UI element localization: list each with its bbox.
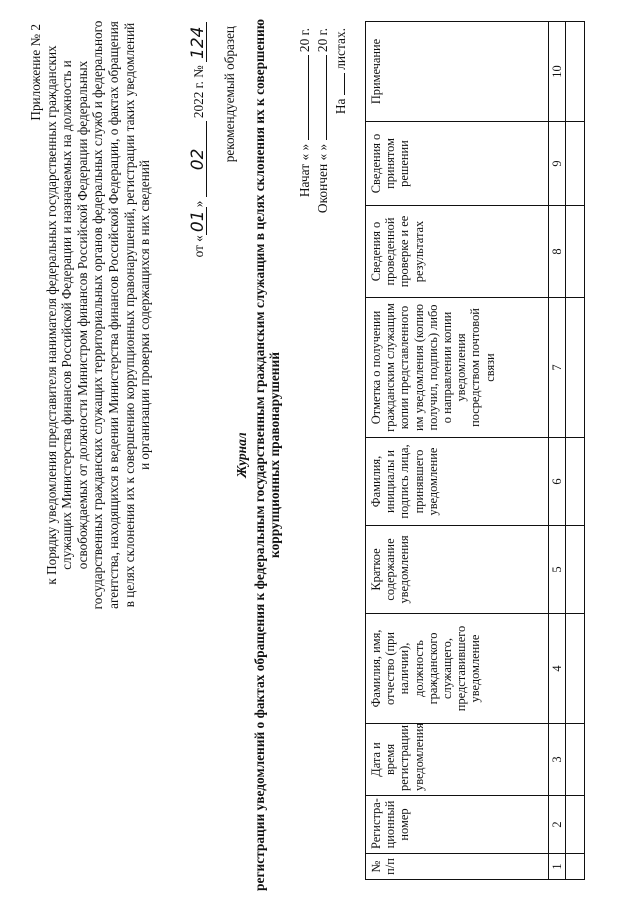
- column-number-cell: 9: [549, 122, 566, 206]
- started-line: Начат « » 20 г.: [297, 28, 312, 198]
- header-cell: Примечание: [366, 22, 549, 122]
- order-date-prefix: от «: [191, 235, 206, 258]
- ended-line: Окончен « » 20 г.: [315, 28, 330, 214]
- column-number-cell: 3: [549, 724, 566, 796]
- handwritten-month: 02: [190, 121, 207, 197]
- header-cell: Фамилия, имя, отчество (при наличии), должность гражданского служащего, представившего уведомление: [366, 614, 549, 724]
- header-cell: Сведения о принятом решении: [366, 122, 549, 206]
- journal-title-subtitle: регистрации уведомлений о фактах обращения к федеральным государственным гражданским служащим в целях склонения их к совершению коррупционных правонарушений: [251, 19, 282, 891]
- appendix-number: Приложение № 2: [28, 24, 43, 121]
- column-number-cell: 6: [549, 438, 566, 526]
- journal-table: [365, 21, 585, 880]
- column-number-cell: 10: [549, 22, 566, 122]
- table-header-row: [366, 22, 549, 880]
- order-date-mid: »: [191, 200, 206, 208]
- appendix-block: [28, 20, 153, 610]
- appendix-text: к Порядку уведомления представителя нанимателя федеральных государственных гражданских служащих Министерства финансов Российской Федерации и назначаемых на должность и освобождаемых от должности Министром финансов Российской Федерации федеральных государственных гражданских служащих территориальных органов федеральных служб и федерального агентства, находящихся в ведении Министерства финансов Российской Федерации, о фактах обращения в целях склонения их к совершению коррупционных правонарушений, регистрации таких уведомлений и организации проверки содержащихся в них сведений: [43, 20, 153, 610]
- header-cell: № п/п: [366, 854, 549, 880]
- header-cell: Регистра-ционный номер: [366, 796, 549, 854]
- column-number-cell: 4: [549, 614, 566, 724]
- recommended-sample-label: рекомендуемый образец: [222, 26, 237, 163]
- column-number-cell: 5: [549, 526, 566, 614]
- header-cell: Отметка о получении гражданским служащим копии представленного им уведомления (копию получил, подпись) либо о направлении копии уведомления посредством почтовой связи: [366, 298, 549, 438]
- order-date-line: [190, 22, 207, 257]
- empty-entry-row: [566, 22, 585, 880]
- sheets-line: На листах.: [333, 28, 348, 115]
- header-cell: Краткое содержание уведомления: [366, 526, 549, 614]
- header-cell: Дата и время регистрации уведомления: [366, 724, 549, 796]
- handwritten-day: 01: [190, 207, 207, 235]
- column-number-cell: 2: [549, 796, 566, 854]
- handwritten-order-number: 124: [190, 22, 207, 62]
- column-number-cell: 8: [549, 206, 566, 298]
- journal-title-word: Журнал: [234, 432, 249, 478]
- column-number-cell: 7: [549, 298, 566, 438]
- journal-dates: [296, 28, 350, 213]
- column-number-cell: 1: [549, 854, 566, 880]
- order-date-year: 2022 г. №: [191, 65, 206, 119]
- header-cell: Фамилия, инициалы и подпись лица, принявшего уведомление: [366, 438, 549, 526]
- journal-title: [234, 15, 283, 895]
- header-cell: Сведения о проведенной проверке и ее результатах: [366, 206, 549, 298]
- column-number-row: [549, 22, 566, 880]
